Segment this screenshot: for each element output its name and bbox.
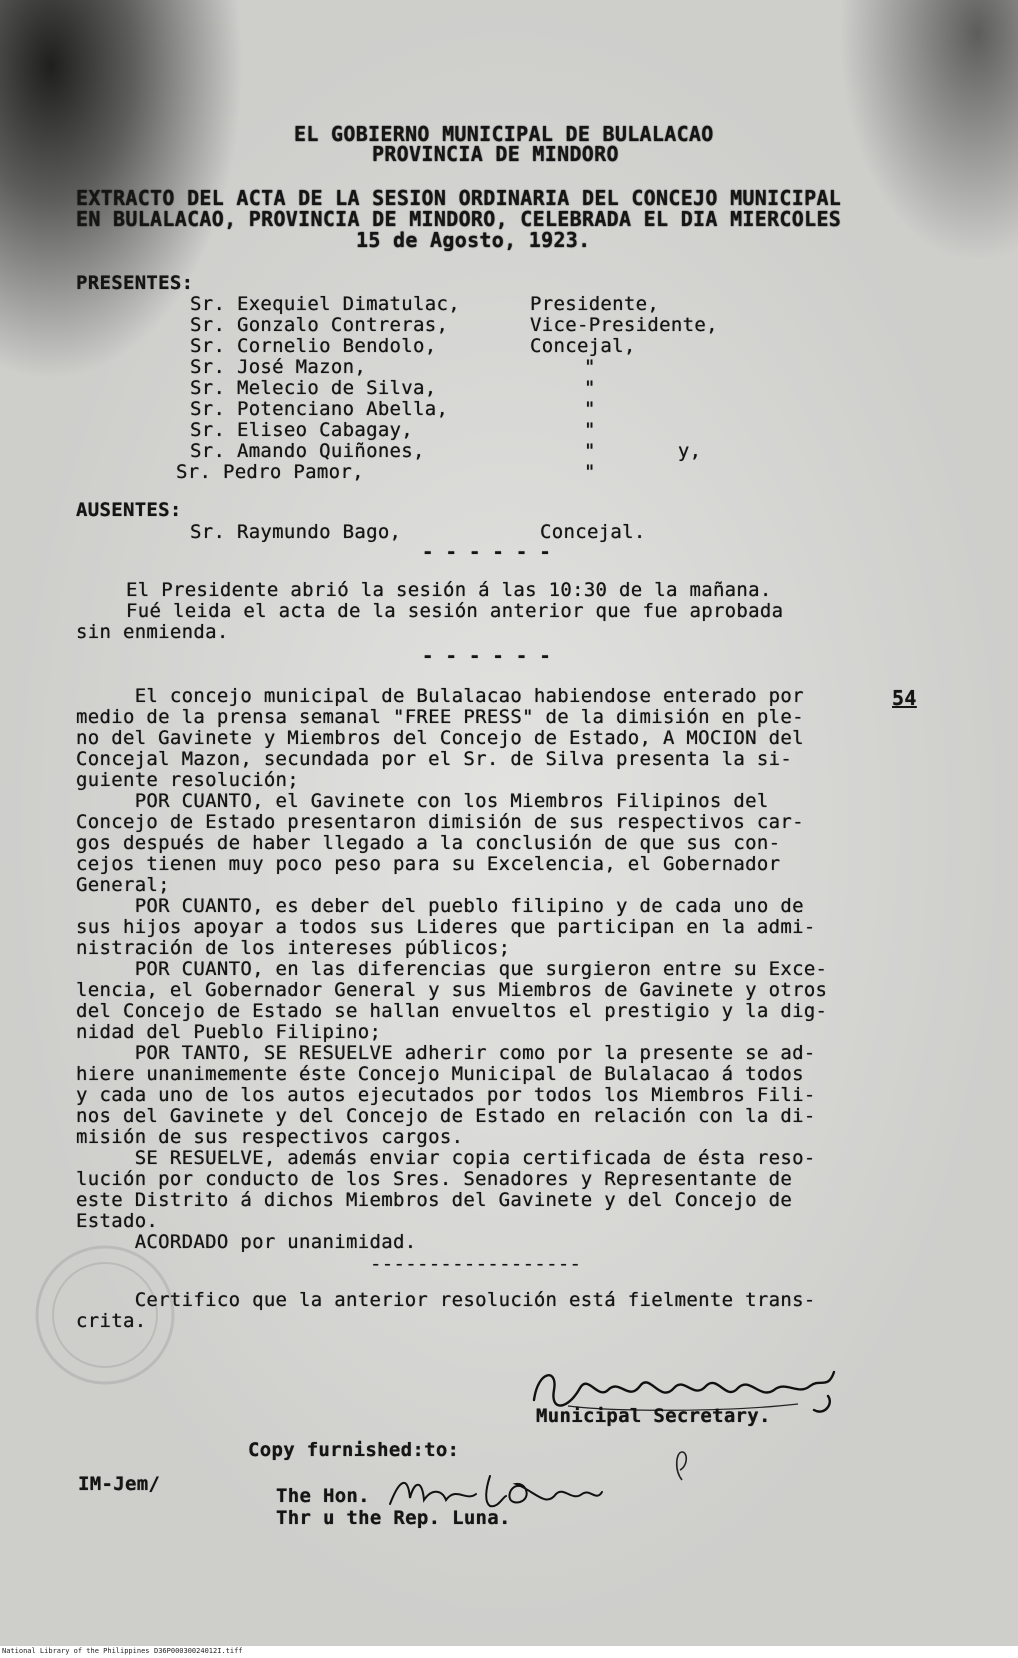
member-role: Concejal, xyxy=(530,335,636,357)
member-name: Sr. Eliseo Cabagay, xyxy=(190,419,414,441)
faint-stamp xyxy=(30,1240,180,1390)
resolution-line: Concejal Mazon, secundada por el Sr. de Silva presenta la si- xyxy=(76,748,793,770)
absent-member-name: Sr. Raymundo Bago, xyxy=(190,521,402,543)
resolution-line: hiere unanimemente éste Concejo Municipal de Bulalacao á todos xyxy=(76,1063,804,1085)
opening-line-2: Fué leida el acta de la sesión anterior que fue aprobada xyxy=(126,600,784,622)
resolution-line: sus hijos apoyar a todos sus Lideres que participan en la admi- xyxy=(76,916,816,938)
resolution-line: POR CUANTO, el Gavinete con los Miembros Filipinos del xyxy=(76,790,769,812)
opening-line-3: sin enmienda. xyxy=(76,621,229,643)
resolution-line: POR CUANTO, en las diferencias que surgieron entre su Exce- xyxy=(76,958,828,980)
member-name: Sr. Cornelio Bendolo, xyxy=(190,335,437,357)
archive-footer xyxy=(0,1646,1018,1658)
copy-line-2: Thr u the Rep. Luna. xyxy=(276,1507,511,1529)
certification-line-2: crita. xyxy=(76,1310,147,1332)
resolution-line: medio de la prensa semanal "FREE PRESS" de la dimisión en ple- xyxy=(76,706,804,728)
extract-line-1: EXTRACTO DEL ACTA DE LA SESION ORDINARIA DEL CONCEJO MUNICIPAL xyxy=(76,186,842,210)
resolution-line: General; xyxy=(76,874,170,896)
member-role: Vice-Presidente, xyxy=(530,314,718,336)
signature-title: Municipal Secretary. xyxy=(536,1405,771,1427)
extract-line-2: EN BULALACAO, PROVINCIA DE MINDORO, CELEBRADA EL DIA MIERCOLES xyxy=(76,207,842,231)
member-role: Presidente, xyxy=(530,293,660,315)
certification-line-1: Certifico que la anterior resolución está fielmente trans- xyxy=(76,1289,816,1311)
member-name: Sr. Gonzalo Contreras, xyxy=(190,314,449,336)
resolution-line: Concejo de Estado presentaron dimisión de sus respectivos car- xyxy=(76,811,804,833)
member-role: " xyxy=(584,398,596,420)
divider: - - - - - - xyxy=(422,645,552,667)
page-number: 54 xyxy=(892,686,917,710)
divider: ------------------ xyxy=(370,1253,582,1275)
member-name: Sr. Pedro Pamor, xyxy=(176,461,364,483)
header-line-1: EL GOBIERNO MUNICIPAL DE BULALACAO xyxy=(294,122,714,146)
member-name: Sr. Melecio de Silva, xyxy=(190,377,437,399)
ausentes-label: AUSENTES: xyxy=(76,499,182,521)
resolution-line: del Concejo de Estado se hallan envueltos el prestigio y la dig- xyxy=(76,1000,828,1022)
resolution-line: nos del Gavinete y del Concejo de Estado en relación con la di- xyxy=(76,1105,816,1127)
member-name: Sr. Potenciano Abella, xyxy=(190,398,449,420)
resolution-line: cejos tienen muy poco peso para su Excelencia, el Gobernador xyxy=(76,853,781,875)
member-role: " xyxy=(584,419,596,441)
member-name: Sr. Exequiel Dimatulac, xyxy=(190,293,460,315)
resolution-line: y cada uno de los autos ejecutados por todos los Miembros Fili- xyxy=(76,1084,816,1106)
footer-left: National Library of the Philippines xyxy=(2,1647,150,1655)
resolution-line: misión de sus respectivos cargos. xyxy=(76,1126,464,1148)
resolution-line: SE RESUELVE, además enviar copia certificada de ésta reso- xyxy=(76,1147,816,1169)
resolution-line: gos después de haber llegado a la conclusión de que sus con- xyxy=(76,832,781,854)
extract-line-3: 15 de Agosto, 1923. xyxy=(356,228,591,252)
resolution-line: nidad del Pueblo Filipino; xyxy=(76,1021,382,1043)
divider: - - - - - - xyxy=(422,541,552,563)
member-role: " xyxy=(584,356,596,378)
resolution-line: El concejo municipal de Bulalacao habiendose enterado por xyxy=(76,685,804,707)
presentes-label: PRESENTES: xyxy=(76,272,194,294)
resolution-line: guiente resolución; xyxy=(76,769,300,791)
footer-right: D36P00030024012I.tiff xyxy=(154,1647,243,1655)
member-name: Sr. Amando Quiñones, xyxy=(190,440,425,462)
member-role: " xyxy=(584,377,596,399)
absent-member-role: Concejal. xyxy=(540,521,646,543)
handwritten-mark xyxy=(670,1448,694,1484)
resolution-line: ACORDADO por unanimidad. xyxy=(76,1231,417,1253)
initials: IM-Jem/ xyxy=(78,1473,161,1495)
opening-line-1: El Presidente abrió la sesión á las 10:30 de la mañana. xyxy=(126,579,772,601)
resolution-line: lución por conducto de los Sres. Senadores y Representante de xyxy=(76,1168,793,1190)
resolution-line: nistración de los intereses públicos; xyxy=(76,937,511,959)
copy-line-1-prefix: The Hon. xyxy=(276,1485,370,1507)
member-role: " xyxy=(584,461,596,483)
resolution-line: lencia, el Gobernador General y sus Miembros de Gavinete y otros xyxy=(76,979,828,1001)
resolution-line: no del Gavinete y Miembros del Concejo de Estado, A MOCION del xyxy=(76,727,804,749)
resolution-line: POR TANTO, SE RESUELVE adherir como por la presente se ad- xyxy=(76,1042,816,1064)
resolution-line: este Distrito á dichos Miembros del Gavinete y del Concejo de xyxy=(76,1189,793,1211)
header-line-2: PROVINCIA DE MINDORO xyxy=(372,142,619,166)
resolution-line: POR CUANTO, es deber del pueblo filipino y de cada uno de xyxy=(76,895,804,917)
member-name: Sr. José Mazon, xyxy=(190,356,367,378)
copy-label: Copy furnished:to: xyxy=(248,1439,460,1461)
member-role: " y, xyxy=(584,440,702,462)
resolution-line: Estado. xyxy=(76,1210,159,1232)
